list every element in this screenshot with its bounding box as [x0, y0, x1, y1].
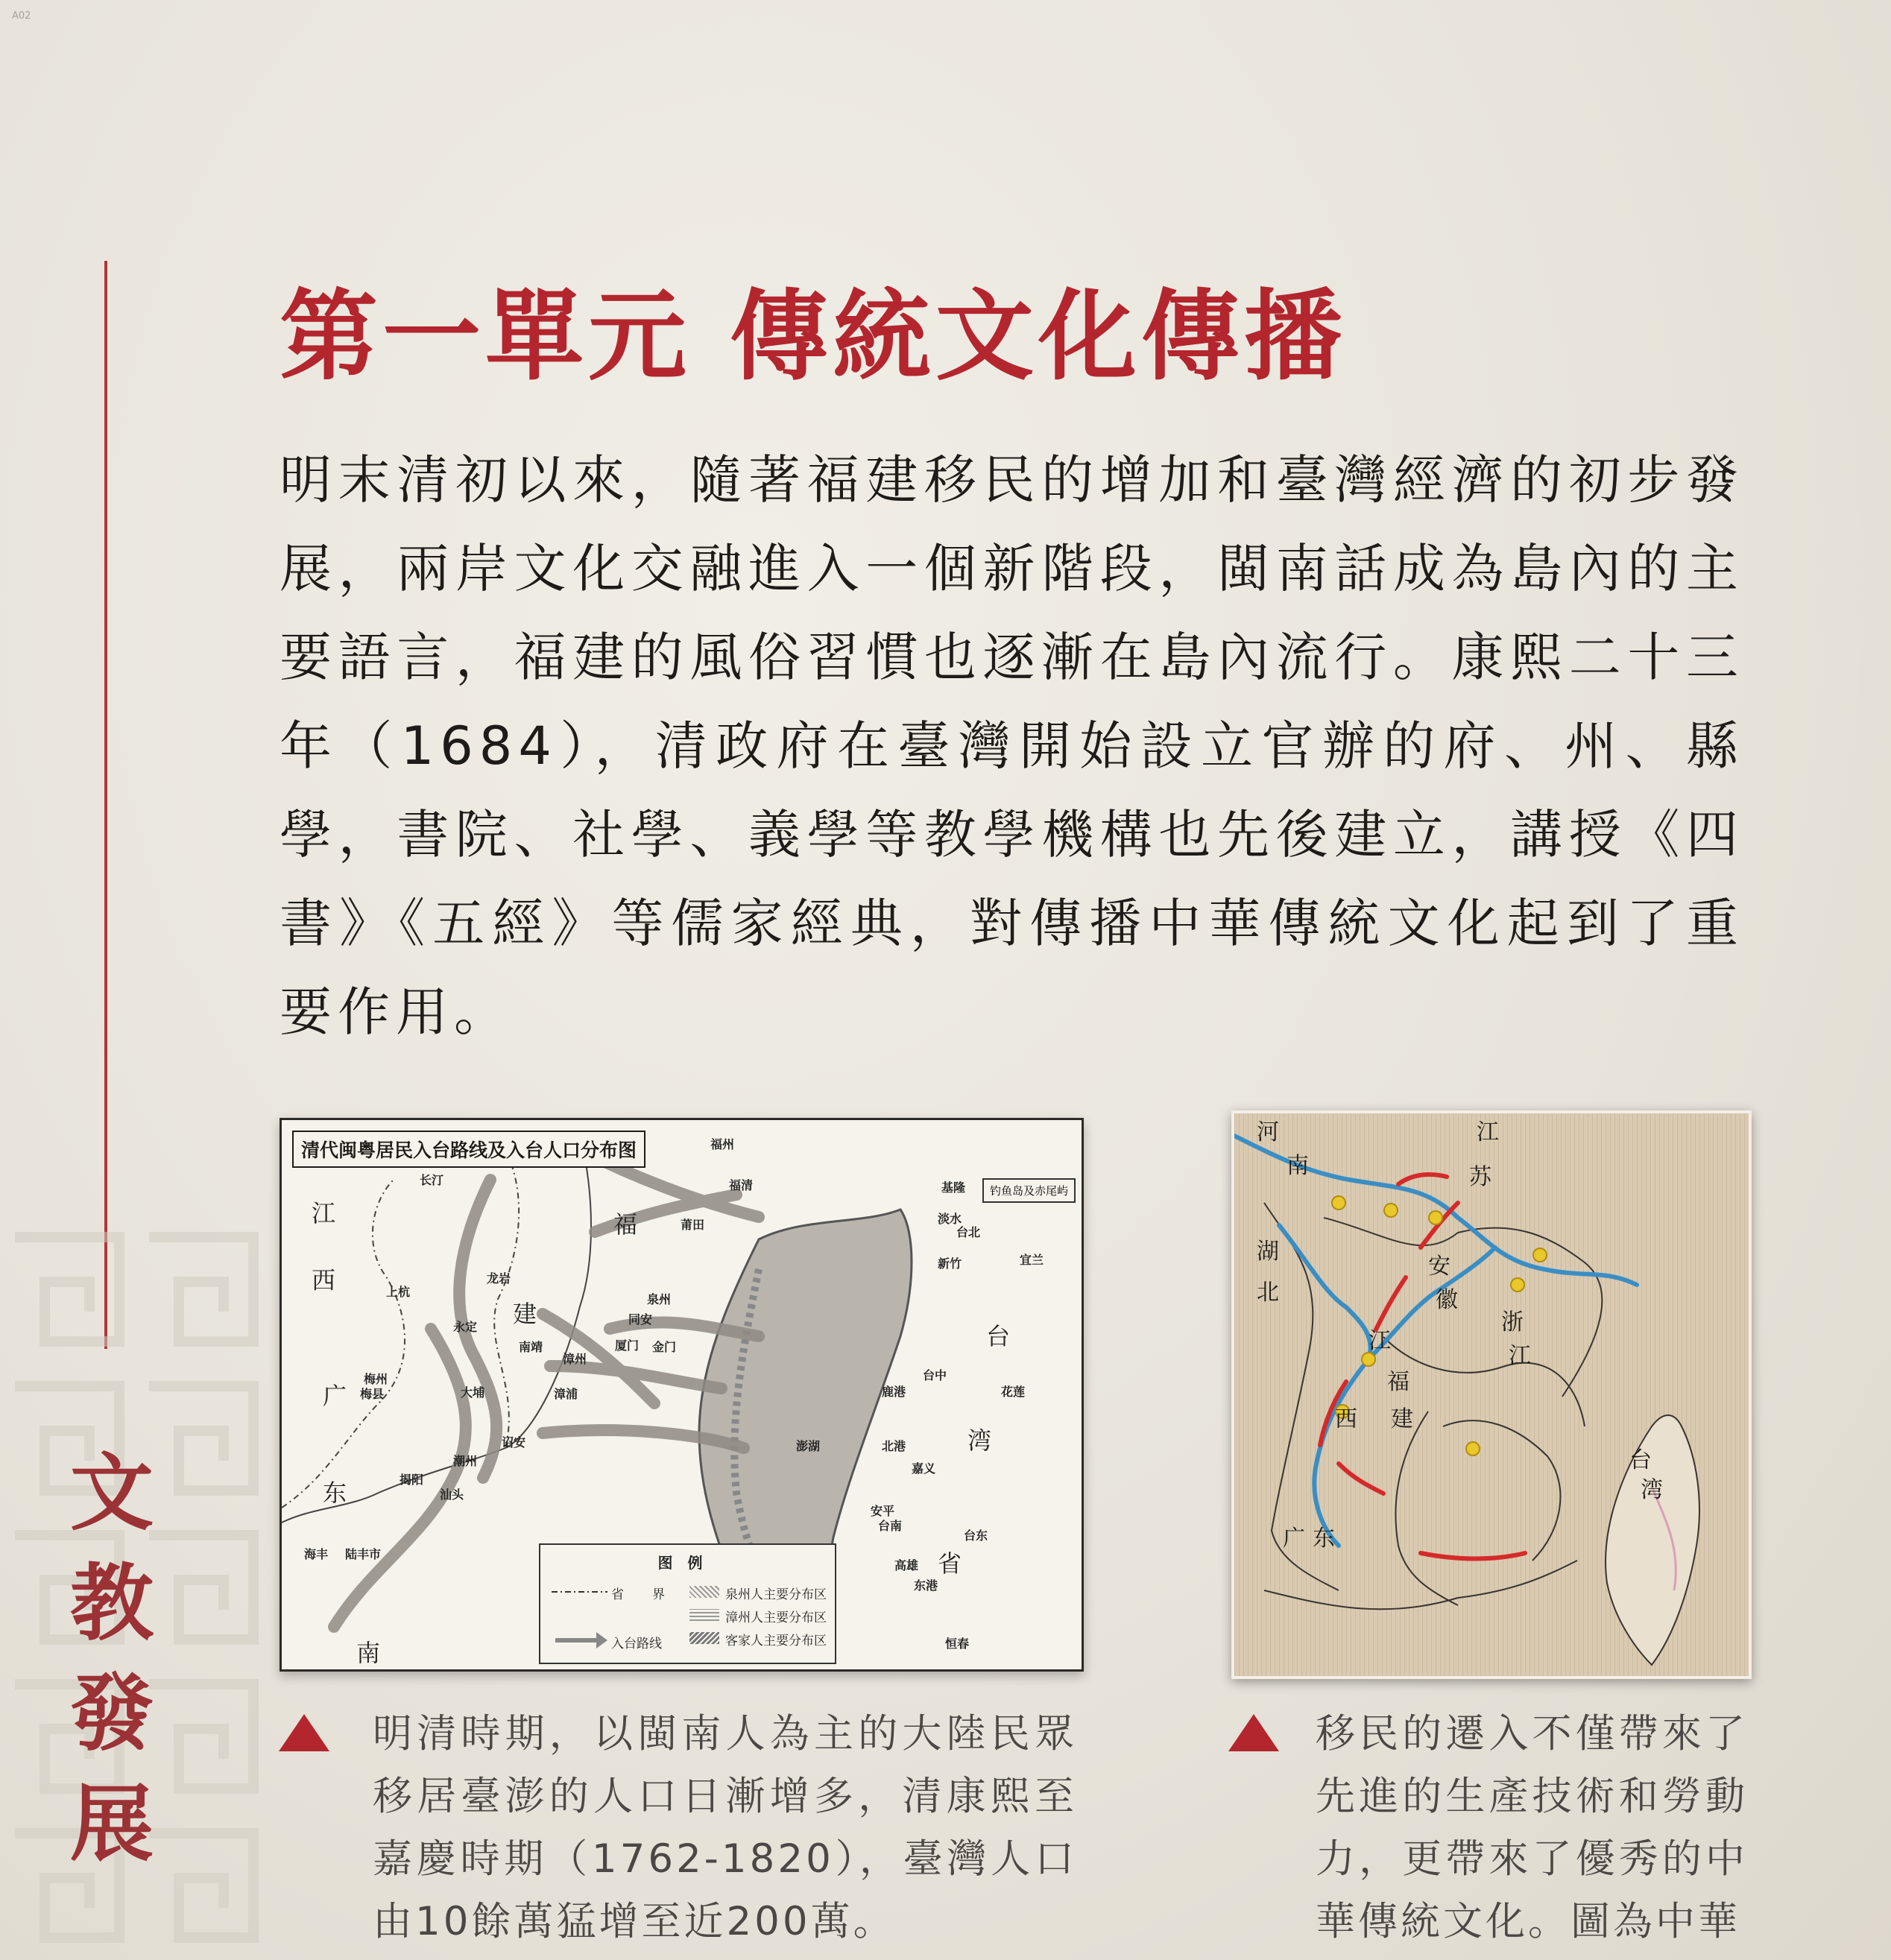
decorative-vertical-line [104, 261, 107, 1349]
place-label: 潮州 [453, 1454, 478, 1468]
region-label: 西 [1335, 1406, 1357, 1432]
place-label: 高雄 [894, 1558, 919, 1572]
legend-symbols [552, 1586, 611, 1653]
place-label: 梅州 [364, 1372, 388, 1386]
page-tag: A02 [12, 10, 31, 22]
place-label: 同安 [628, 1312, 653, 1327]
legend-title: 图例 [657, 1554, 718, 1572]
region-label: 浙 [1501, 1309, 1524, 1335]
region-label: 东 [1313, 1526, 1335, 1552]
place-label: 花莲 [1001, 1385, 1026, 1399]
place-label: 安平 [871, 1504, 895, 1518]
place-label: 漳州 [563, 1352, 587, 1366]
region-label: 徽 [1436, 1287, 1458, 1313]
region-label: 苏 [1469, 1164, 1491, 1190]
place-label: 东港 [914, 1578, 938, 1593]
region-label: 西 [312, 1266, 336, 1294]
map-title: 清代闽粤居民入台路线及入台人口分布图 [292, 1131, 645, 1168]
caption-right: 移民的遷入不僅帶來了先進的生產技術和勞動力，更帶來了優秀的中華傳統文化。圖為中華 [1316, 1711, 1748, 1944]
side-title [63, 1438, 160, 1880]
legend-item: 入台路线 [611, 1637, 662, 1651]
region-label: 福 [1387, 1369, 1409, 1395]
map-inset-label: 钓鱼岛及赤尾屿 [982, 1178, 1076, 1203]
region-label: 东 [323, 1479, 347, 1507]
region-label: 湖 [1257, 1239, 1279, 1265]
place-label: 澎湖 [796, 1439, 821, 1453]
body-paragraph: 明末清初以來，隨著福建移民的增加和臺灣經濟的初步發展，兩岸文化交融進入一個新階段，閩南話成為島內的主要語言，福建的風俗習慣也逐漸在島內流行。康熙二十三年（1684），清政府在臺灣開始設立官辦的府、州、縣學，書院、社學、義學等教學機構也先後建立，講授《四書》《五經》等儒家經典，對傳播中華傳統文化起到了重要作用。 [280, 449, 1744, 1043]
place-label: 上杭 [386, 1285, 411, 1299]
region-label: 台 [986, 1322, 1011, 1350]
region-label: 江 [312, 1199, 336, 1227]
unit-title: 第一單元 傳統文化傳播 [280, 279, 1347, 394]
province-border [282, 1180, 405, 1508]
place-label: 莆田 [681, 1218, 705, 1232]
region-label: 湾 [1641, 1477, 1663, 1503]
region-label: 江 [1477, 1119, 1499, 1145]
side-title-char: 教 [70, 1555, 154, 1652]
place-label: 恒春 [945, 1637, 970, 1651]
legend-swatch [689, 1586, 719, 1598]
place-label: 长汀 [420, 1173, 444, 1187]
place-label: 鹿港 [882, 1385, 906, 1399]
place-label: 南靖 [519, 1340, 543, 1354]
place-label: 福州 [710, 1137, 735, 1151]
region-label: 河 [1257, 1119, 1279, 1145]
region-label: 安 [1428, 1254, 1450, 1280]
side-title-char: 文 [70, 1444, 154, 1542]
legend-swatch [689, 1632, 719, 1644]
place-label: 淡水 [938, 1212, 962, 1226]
place-label: 大埔 [461, 1385, 485, 1400]
region-label: 北 [1257, 1280, 1279, 1306]
caption-marker-icon [1228, 1714, 1279, 1751]
region-label: 江 [1509, 1343, 1531, 1369]
region-label: 省 [938, 1549, 962, 1578]
place-label: 台南 [878, 1519, 903, 1533]
region-label: 江 [1368, 1328, 1391, 1354]
place-label: 梅县 [360, 1387, 385, 1401]
place-label: 新竹 [938, 1256, 962, 1271]
place-label: 北港 [882, 1439, 906, 1453]
legend-swatch [689, 1609, 719, 1621]
side-title-char: 展 [70, 1775, 154, 1873]
caption-marker-icon [279, 1714, 329, 1751]
region-label: 南 [356, 1639, 381, 1667]
place-label: 陆丰市 [345, 1547, 382, 1561]
place-label: 台中 [923, 1368, 947, 1382]
region-label: 广 [323, 1382, 347, 1410]
region-label: 湾 [967, 1426, 992, 1455]
place-label: 福清 [729, 1178, 754, 1192]
legend-item: 界 [652, 1587, 665, 1602]
place-label: 泉州 [647, 1292, 672, 1306]
legend-item: 省 [611, 1587, 624, 1602]
legend-item: 泉州人主要分布区 [725, 1587, 827, 1602]
place-label: 金门 [652, 1340, 677, 1354]
place-label: 宜兰 [1020, 1253, 1044, 1267]
migration-route-map [280, 1118, 1084, 1672]
legend-item: 客家人主要分布区 [725, 1634, 827, 1648]
region-label: 南 [1287, 1153, 1309, 1179]
place-label: 台东 [964, 1529, 988, 1543]
place-label: 厦门 [615, 1338, 640, 1353]
place-label: 永定 [453, 1320, 478, 1334]
place-label: 海丰 [304, 1547, 329, 1561]
place-label: 漳浦 [554, 1387, 578, 1401]
region-label: 建 [1391, 1406, 1413, 1432]
region-label: 台 [1629, 1447, 1652, 1473]
place-label: 龙岩 [487, 1271, 511, 1286]
region-label: 建 [513, 1300, 537, 1328]
place-label: 嘉义 [912, 1461, 936, 1476]
legend-item: 漳州人主要分布区 [725, 1610, 827, 1625]
region-label: 广 [1283, 1526, 1305, 1552]
place-label: 基隆 [941, 1180, 966, 1195]
cultural-spread-map [1231, 1110, 1752, 1679]
place-label: 诏安 [502, 1435, 526, 1450]
place-label: 汕头 [440, 1488, 464, 1502]
map-drawing [1234, 1113, 1749, 1676]
map-legend [539, 1543, 836, 1664]
place-label: 揭阳 [400, 1473, 424, 1487]
place-label: 台北 [956, 1225, 981, 1239]
region-label: 福 [613, 1210, 638, 1239]
caption-left: 明清時期，以閩南人為主的大陸民眾移居臺澎的人口日漸增多，清康熙至嘉慶時期（1762-1820），臺灣人口由10餘萬猛增至近200萬。 [373, 1711, 1077, 1944]
side-title-char: 發 [70, 1665, 154, 1763]
